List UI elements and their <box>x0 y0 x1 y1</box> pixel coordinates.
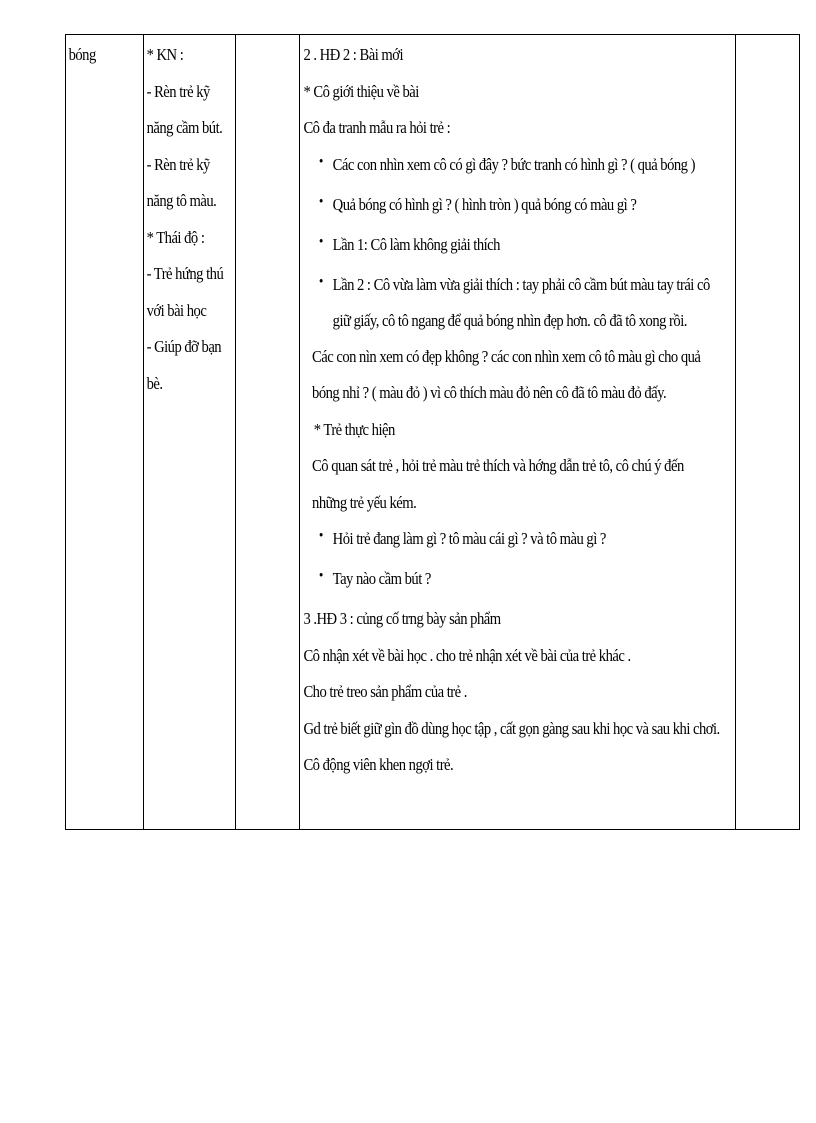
paragraph-line: những trẻ yếu kém. <box>312 492 417 512</box>
bullet-icon: • <box>318 153 323 170</box>
objective-line: - Trẻ hứng thú <box>146 264 224 283</box>
closing-line: Cô động viên khen ngợi trẻ. <box>303 755 454 774</box>
list-item-continuation: giữ giấy, cô tô ngang để quả bóng nhìn đẹp hơn. cô đã tô xong rồi. <box>332 310 687 330</box>
objective-line: * KN : <box>146 45 184 64</box>
activity-heading: 2 . HĐ 2 : Bài mới <box>303 45 404 64</box>
bullet-icon: • <box>318 233 323 250</box>
objective-line: bè. <box>146 373 163 393</box>
closing-line: Gd trẻ biết giữ gìn đồ dùng học tập , cất gọn gàng sau khi học và sau khi chơi. <box>303 718 720 738</box>
bullet-icon: • <box>318 528 323 544</box>
empty-cell <box>236 35 300 830</box>
objective-line: * Thái độ : <box>146 227 205 247</box>
closing-line: Cho trẻ treo sản phẩm của trẻ . <box>303 682 467 701</box>
topic-text: bóng <box>68 45 96 64</box>
paragraph-line: bóng nhỉ ? ( màu đỏ ) vì cô thích màu đỏ nên cô đã tô màu đỏ đấy. <box>312 383 667 402</box>
objective-line: - Giúp đỡ bạn <box>146 337 222 356</box>
empty-cell <box>736 35 800 830</box>
bullet-icon: • <box>318 193 323 210</box>
closing-line: Cô nhận xét về bài học . cho trẻ nhận xét về bài của trẻ khác . <box>303 645 631 665</box>
bullet-icon: • <box>318 273 323 290</box>
activity-heading: 3 .HĐ 3 : củng cố trng bày sản phẩm <box>303 609 501 628</box>
paragraph-line: Cô quan sát trẻ , hỏi trẻ màu trẻ thích và hớng dẫn trẻ tô, cô chú ý đến <box>312 456 684 475</box>
topic-cell <box>66 35 144 830</box>
objective-line: - Rèn trẻ kỹ <box>146 154 210 174</box>
list-item: • Hỏi trẻ đang làm gì ? tô màu cái gì ? và tô màu gì ? <box>303 521 674 561</box>
activities-cell <box>300 35 736 830</box>
bullet-icon: • <box>318 568 323 584</box>
list-item: • Lần 1: Cô làm không giải thích <box>303 227 674 267</box>
objective-line: - Rèn trẻ kỹ <box>146 81 210 101</box>
list-item: • Quả bóng có hình gì ? ( hình tròn ) quả bóng có màu gì ? <box>303 187 674 227</box>
objective-line: với bài học <box>146 300 207 320</box>
activity-present: Cô đa tranh mẫu ra hỏi trẻ : <box>303 118 451 137</box>
activity-intro: * Cô giới thiệu về bài <box>303 81 419 101</box>
objectives-cell <box>144 35 236 830</box>
objective-line: năng tô màu. <box>146 191 217 210</box>
list-item: • Lần 2 : Cô vừa làm vừa giải thích : tay phải cô cầm bút màu tay trái cô <box>303 267 674 303</box>
list-item: • Tay nào cầm bút ? <box>303 561 674 601</box>
table-row <box>66 35 800 830</box>
list-item: • Các con nhìn xem cô có gì đây ? bức tranh có hình gì ? ( quả bóng ) <box>303 147 674 187</box>
objective-line: năng cầm bút. <box>146 118 223 137</box>
lesson-plan-table <box>65 34 800 830</box>
paragraph-line: Các con nìn xem có đẹp không ? các con nhìn xem cô tô màu gì cho quả <box>312 346 701 366</box>
practice-heading: * Trẻ thực hiện <box>313 419 395 439</box>
